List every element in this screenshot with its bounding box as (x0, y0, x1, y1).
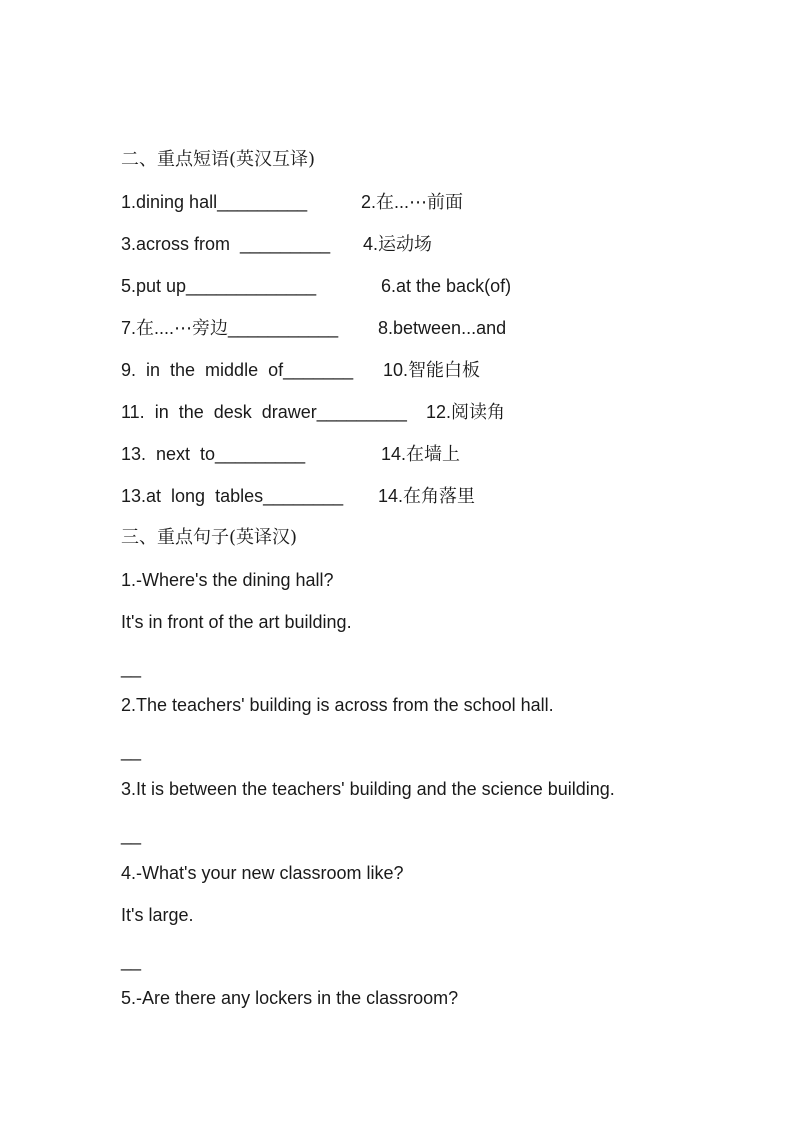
section-heading-sentences: 三、重点句子(英译汉) (121, 527, 298, 548)
phrase-left: 13.at long tables________ (121, 486, 344, 506)
answer-blank: __ (121, 825, 142, 845)
sentence-answer: It's large. (121, 905, 194, 925)
sentence: 3.It is between the teachers' building and the science building. (121, 779, 615, 799)
sentence-question: 5.-Are there any lockers in the classroom? (121, 988, 459, 1008)
phrase-left: 3.across from _________ (121, 234, 331, 254)
answer-blank: __ (121, 741, 142, 761)
phrase-left: 5.put up_____________ (121, 276, 317, 296)
phrase-right: 4.运动场 (363, 234, 433, 254)
section-heading-phrases: 二、重点短语(英汉互译) (121, 149, 316, 170)
phrase-right: 8.between...and (378, 318, 507, 338)
phrase-left: 7.在....⋯旁边___________ (121, 318, 339, 338)
sentence-answer: It's in front of the art building. (121, 612, 352, 632)
phrase-right: 10.智能白板 (383, 360, 481, 380)
phrase-left: 13. next to_________ (121, 444, 306, 464)
phrase-right: 14.在墙上 (381, 444, 461, 464)
phrase-right: 6.at the back(of) (381, 276, 512, 296)
phrase-left: 11. in the desk drawer_________ (121, 402, 407, 422)
answer-blank: __ (121, 951, 142, 971)
phrase-right: 2.在...⋯前面 (361, 192, 464, 212)
phrase-right: 14.在角落里 (378, 486, 476, 506)
phrase-left: 9. in the middle of_______ (121, 360, 354, 380)
phrase-left: 1.dining hall_________ (121, 192, 308, 212)
sentence-question: 4.-What's your new classroom like? (121, 863, 404, 883)
sentence: 2.The teachers' building is across from the school hall. (121, 695, 554, 715)
sentence-question: 1.-Where's the dining hall? (121, 570, 334, 590)
answer-blank: __ (121, 658, 142, 678)
phrase-right: 12.阅读角 (426, 402, 506, 422)
